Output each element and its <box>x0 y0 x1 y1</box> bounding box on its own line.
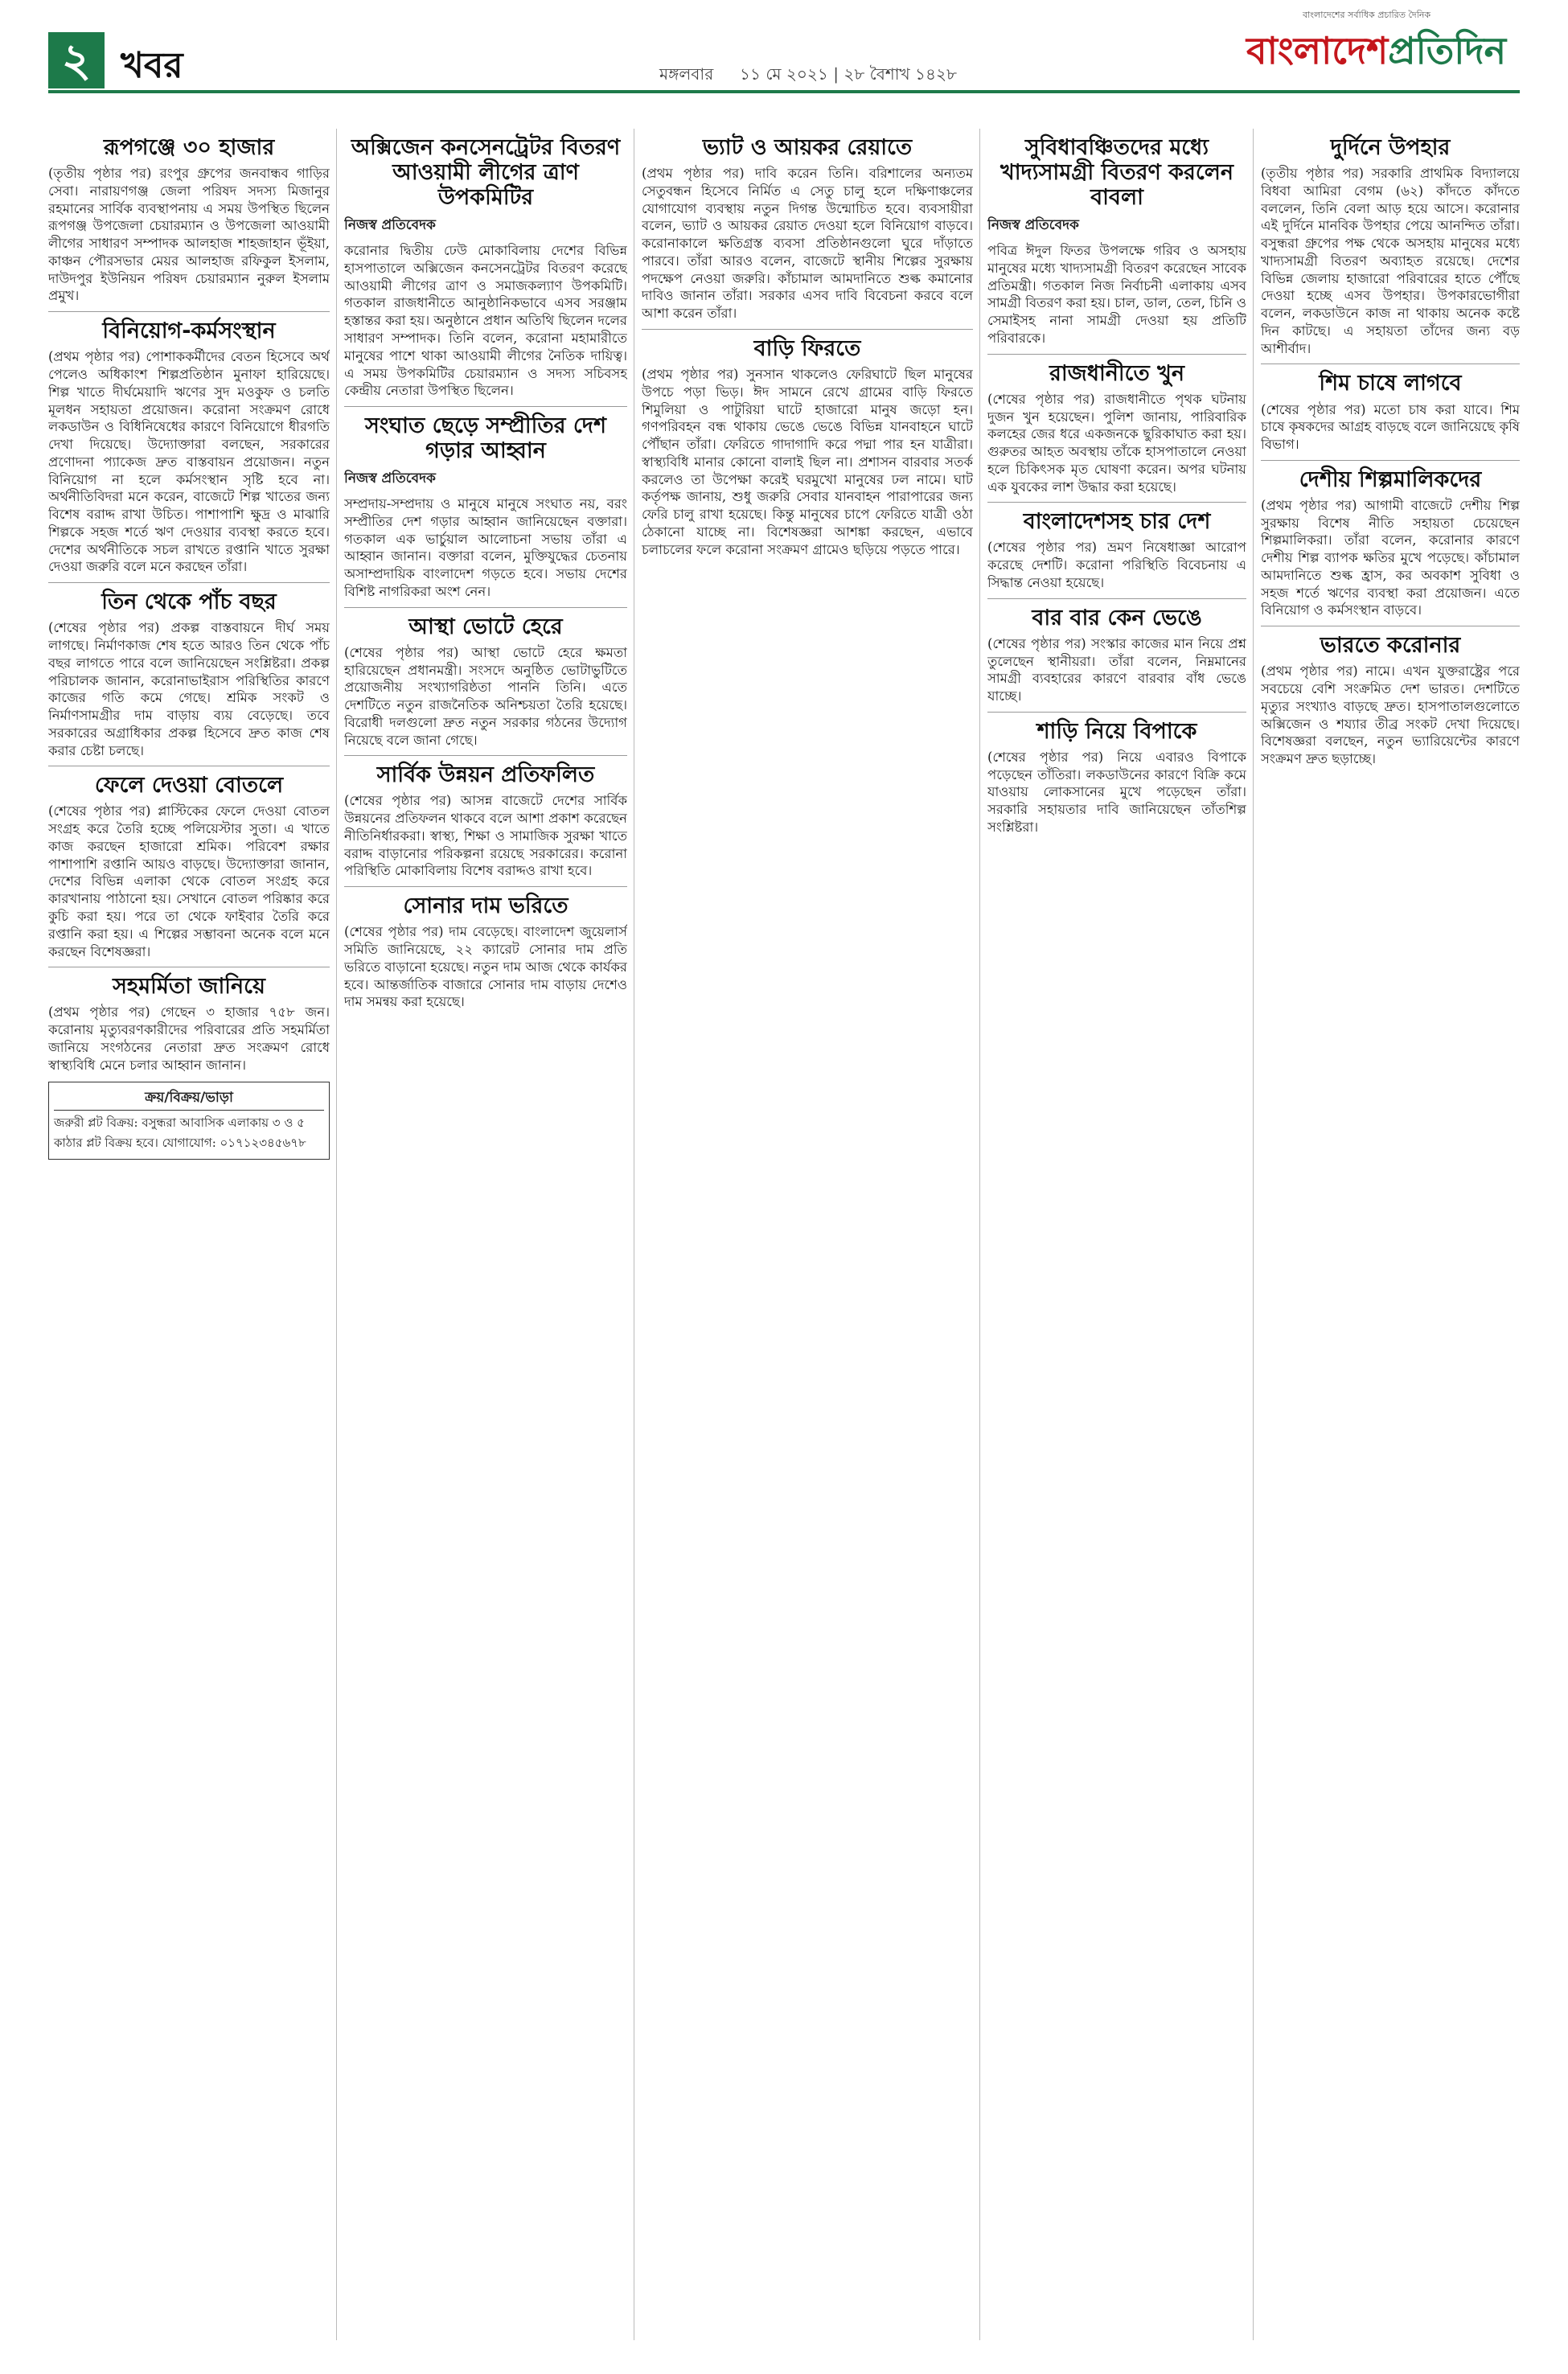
column-1 <box>48 129 330 2340</box>
classified-ad-title: ক্রয়/বিক্রয়/ভাড়া <box>54 1087 324 1111</box>
article-body: (প্রথম পৃষ্ঠার পর) সুনসান থাকলেও ফেরিঘাটে ছিল মানুষের উপচে পড়া ভিড়। ঈদ সামনে রেখে গ্রামের বাড়ি ফিরতে শিমুলিয়া ও পাটুরিয়া ঘাটে হাজারো মানুষ জড়ো হন। গণপরিবহন বন্ধ থাকায় ভেঙে ভেঙে বিভিন্ন যানবাহনে ঘাটে পৌঁছান তাঁরা। ফেরিতে গাদাগাদি করে পদ্মা পার হন যাত্রীরা। স্বাস্থ্যবিধি মানার কোনো বালাই ছিল না। প্রশাসন বারবার সতর্ক করলেও তা উপেক্ষা করেই ঘরমুখো মানুষের ঢল নামে। ঘাট কর্তৃপক্ষ জানায়, শুধু জরুরি সেবার যানবাহন পারাপারের জন্য ফেরি চালু রাখা হয়েছে। কিন্তু মানুষের চাপে ফেরিতে যাত্রী ওঠা ঠেকানো যাচ্ছে না। বিশেষজ্ঞরা আশঙ্কা করছেন, এভাবে চলাচলের ফলে করোনা সংক্রমণ গ্রামেও ছড়িয়ে পড়তে পারে। <box>642 366 973 557</box>
article-body: (তৃতীয় পৃষ্ঠার পর) রংপুর গ্রুপের জনবান্ধব গাড়ির সেবা। নারায়ণগঞ্জ জেলা পরিষদ সদস্য মিজানুর রহমানের সার্বিক ব্যবস্থাপনায় এ সময় উপস্থিত ছিলেন রূপগঞ্জ উপজেলা চেয়ারম্যান ও উপজেলা আওয়ামী লীগের সাধারণ সম্পাদক আলহাজ শাহজাহান ভূঁইয়া, কাঞ্চন পৌরসভার মেয়র আলহাজ রফিকুল ইসলাম, দাউদপুর ইউনিয়ন পরিষদ চেয়ারম্যান নুরুল ইসলাম প্রমুখ। <box>48 166 330 304</box>
headline[interactable]: সোনার দাম ভরিতে <box>403 893 569 919</box>
section-title: খবর <box>121 45 183 86</box>
issue-day: মঙ্গলবার <box>659 64 714 84</box>
logo-word-1: বাংলাদেশ <box>1246 29 1389 72</box>
page-number: ২ <box>48 32 105 88</box>
headline[interactable]: ভারতে করোনার <box>1320 633 1461 659</box>
headline[interactable]: ভ্যাট ও আয়কর রেয়াতে <box>702 135 913 160</box>
article-body: (শেষের পৃষ্ঠার পর) ভ্রমণ নিষেধাজ্ঞা আরোপ করেছে দেশটি। করোনা পরিস্থিতি বিবেচনায় এ সিদ্ধান্ত নেওয়া হয়েছে। <box>987 540 1246 590</box>
divider <box>344 886 627 887</box>
headline[interactable]: দুর্দিনে উপহার <box>1330 135 1451 160</box>
headline[interactable]: শিম চাষে লাগবে <box>1319 371 1462 396</box>
byline: নিজস্ব প্রতিবেদক <box>344 217 436 234</box>
article-body: (শেষের পৃষ্ঠার পর) মতো চাষ করা যাবে। শিম চাষে কৃষকদের আগ্রহ বাড়ছে বলে জানিয়েছে কৃষি বিভাগ। <box>1261 401 1520 453</box>
column-3 <box>642 129 973 2340</box>
article-body: (শেষের পৃষ্ঠার পর) দাম বেড়েছে। বাংলাদেশ জুয়েলার্স সমিতি জানিয়েছে, ২২ ক্যারেট সোনার দাম প্রতি ভরিতে বাড়ানো হয়েছে। নতুন দাম আজ থেকে কার্যকর হবে। আন্তর্জাতিক বাজারে সোনার দাম বাড়ায় দেশেও দাম সমন্বয় করা হয়েছে। <box>344 924 627 1010</box>
headline[interactable]: তিন থেকে পাঁচ বছর <box>101 589 277 615</box>
headline[interactable]: অক্সিজেন কনসেনট্রেটর বিতরণ আওয়ামী লীগের ত্রাণ উপকমিটির <box>351 135 621 211</box>
headline[interactable]: বাড়ি ফিরতে <box>753 335 861 361</box>
masthead-rule <box>48 90 1520 93</box>
column-rule <box>1253 129 1254 2340</box>
divider <box>48 311 330 312</box>
divider <box>344 406 627 407</box>
article-body: (শেষের পৃষ্ঠার পর) প্লাস্টিকের ফেলে দেওয়া বোতল সংগ্রহ করে তৈরি হচ্ছে পলিয়েস্টার সুতা। এ খাতে কাজ করছেন হাজারো শ্রমিক। পরিবেশ রক্ষার পাশাপাশি রপ্তানি আয়ও বাড়ছে। উদ্যোক্তারা জানান, দেশের বিভিন্ন এলাকা থেকে বোতল সংগ্রহ করে কারখানায় পাঠানো হয়। সেখানে বোতল পরিষ্কার করে কুচি করা হয়। পরে তা থেকে ফাইবার তৈরি করে রপ্তানি করা হয়। এ শিল্পের সম্ভাবনা অনেক বলে মনে করছেন বিশেষজ্ঞরা। <box>48 803 330 959</box>
article-body: (শেষের পৃষ্ঠার পর) সংস্কার কাজের মান নিয়ে প্রশ্ন তুলেছেন স্থানীয়রা। তাঁরা বলেন, নিম্নমানের সামগ্রী ব্যবহারের কারণে বারবার বাঁধ ভেঙে যাচ্ছে। <box>987 635 1246 704</box>
headline[interactable]: শাড়ি নিয়ে বিপাকে <box>1036 718 1197 744</box>
byline: নিজস্ব প্রতিবেদক <box>344 470 436 487</box>
divider <box>987 712 1246 713</box>
article-body: করোনার দ্বিতীয় ঢেউ মোকাবিলায় দেশের বিভিন্ন হাসপাতালে অক্সিজেন কনসেনট্রেটর বিতরণ করেছে আওয়ামী লীগের ত্রাণ ও সমাজকল্যাণ উপকমিটি। গতকাল রাজধানীতে আনুষ্ঠানিকভাবে এসব সরঞ্জাম হস্তান্তর করা হয়। অনুষ্ঠানে প্রধান অতিথি ছিলেন দলের সাধারণ সম্পাদক। তিনি বলেন, করোনা মহামারীতে মানুষের পাশে থাকা আওয়ামী লীগের নৈতিক দায়িত্ব। এ সময় উপকমিটির চেয়ারম্যান ও সদস্য সচিবসহ কেন্দ্রীয় নেতারা উপস্থিত ছিলেন। <box>344 243 627 399</box>
article-body: (শেষের পৃষ্ঠার পর) নিয়ে এবারও বিপাকে পড়েছেন তাঁতিরা। লকডাউনের কারণে বিক্রি কমে যাওয়ায় লোকসানের মুখে পড়েছেন তাঁরা। সরকারি সহায়তার দাবি জানিয়েছেন তাঁতশিল্প সংশ্লিষ্টরা। <box>987 749 1246 835</box>
masthead <box>0 0 1568 87</box>
divider <box>1261 363 1520 364</box>
divider <box>1261 460 1520 461</box>
article-body: (প্রথম পৃষ্ঠার পর) গেছেন ৩ হাজার ৭৫৮ জন। করোনায় মৃত্যুবরণকারীদের পরিবারের প্রতি সহমর্মিতা জানিয়ে সংগঠনের নেতারা দ্রুত সংক্রমণ রোধে স্বাস্থ্যবিধি মেনে চলার আহ্বান জানান। <box>48 1004 330 1073</box>
headline[interactable]: বাংলাদেশসহ চার দেশ <box>1023 509 1211 535</box>
divider <box>987 598 1246 599</box>
headline[interactable]: রূপগঞ্জে ৩০ হাজার <box>103 135 275 160</box>
article-body: (তৃতীয় পৃষ্ঠার পর) সরকারি প্রাথমিক বিদ্যালয়ে বিধবা আমিরা বেগম (৬২) কাঁদতে কাঁদতে বললেন, তিনি বেলা আড় হয়ে আসে। করোনার এই দুর্দিনে মানবিক উপহার পেয়ে আনন্দিত তাঁরা। বসুন্ধরা গ্রুপের পক্ষ থেকে অসহায় মানুষের মধ্যে খাদ্যসামগ্রী বিতরণ অব্যাহত রয়েছে। দেশের বিভিন্ন জেলায় হাজারো পরিবারের হাতে পৌঁছে দেওয়া হচ্ছে এসব উপহার। উপকারভোগীরা বলেন, লকডাউনে কাজ না থাকায় অনেক কষ্টে দিন কাটছে। এ সহায়তা তাঁদের জন্য বড় আশীর্বাদ। <box>1261 166 1520 356</box>
classified-ad-body: জরুরী প্লট বিক্রয়: বসুন্ধরা আবাসিক এলাকায় ৩ ও ৫ কাঠার প্লট বিক্রয় হবে। যোগাযোগ: ০১৭১২৩৪৫৬৭৮ <box>54 1115 306 1151</box>
headline[interactable]: সার্বিক উন্নয়ন প্রতিফলিত <box>376 762 595 788</box>
column-4 <box>987 129 1246 2340</box>
issue-date: ১১ মে ২০২১ | ২৮ বৈশাখ ১৪২৮ <box>740 64 957 84</box>
article-body: (প্রথম পৃষ্ঠার পর) নামে। এখন যুক্তরাষ্ট্রের পরে সবচেয়ে বেশি সংক্রমিত দেশ ভারত। দেশটিতে মৃত্যুর সংখ্যাও বাড়ছে দ্রুত। হাসপাতালগুলোতে অক্সিজেন ও শয্যার তীব্র সংকট দেখা দিয়েছে। বিশেষজ্ঞরা বলছেন, নতুন ভ্যারিয়েন্টের কারণে সংক্রমণ দ্রুত ছড়াচ্ছে। <box>1261 663 1520 767</box>
divider <box>48 582 330 583</box>
newspaper-logo[interactable] <box>1246 8 1520 80</box>
divider <box>642 329 973 330</box>
headline[interactable]: সহমর্মিতা জানিয়ে <box>113 974 265 1000</box>
headline[interactable]: দেশীয় শিল্পমালিকদের <box>1299 466 1482 492</box>
byline: নিজস্ব প্রতিবেদক <box>987 217 1079 234</box>
column-5 <box>1261 129 1520 2340</box>
column-2 <box>344 129 627 2340</box>
article-body: (শেষের পৃষ্ঠার পর) প্রকল্প বাস্তবায়নে দীর্ঘ সময় লাগছে। নির্মাণকাজ শেষ হতে আরও তিন থেকে পাঁচ বছর লাগতে পারে বলে জানিয়েছেন সংশ্লিষ্টরা। প্রকল্প পরিচালক জানান, করোনাভাইরাস পরিস্থিতির কারণে কাজের গতি কমে গেছে। শ্রমিক সংকট ও নির্মাণসামগ্রীর দাম বাড়ায় ব্যয় বেড়েছে। তবে সরকারের অগ্রাধিকার প্রকল্প হিসেবে দ্রুত কাজ শেষ করার চেষ্টা চলছে। <box>48 620 330 758</box>
article-body: সম্প্রদায়-সম্প্রদায় ও মানুষে মানুষে সংঘাত নয়, বরং সম্প্রীতির দেশ গড়ার আহ্বান জানিয়েছেন বক্তারা। গতকাল এক ভার্চুয়াল আলোচনা সভায় তাঁরা এ আহ্বান জানান। বক্তারা বলেন, মুক্তিযুদ্ধের চেতনায় অসাম্প্রদায়িক বাংলাদেশ গড়তে হবে। সভায় দেশের বিশিষ্ট নাগরিকরা অংশ নেন। <box>344 496 627 599</box>
headline[interactable]: সুবিধাবঞ্চিতদের মধ্যে খাদ্যসামগ্রী বিতরণ করলেন বাবলা <box>1000 135 1233 211</box>
logo-tagline: বাংলাদেশের সর্বাধিক প্রচারিত দৈনিক <box>1303 10 1431 20</box>
column-rule <box>336 129 337 2340</box>
article-body: (শেষের পৃষ্ঠার পর) আস্থা ভোটে হেরে ক্ষমতা হারিয়েছেন প্রধানমন্ত্রী। সংসদে অনুষ্ঠিত ভোটাভুটিতে প্রয়োজনীয় সংখ্যাগরিষ্ঠতা পাননি তিনি। এতে দেশটিতে নতুন রাজনৈতিক অনিশ্চয়তা তৈরি হয়েছে। বিরোধী দলগুলো দ্রুত নতুন সরকার গঠনের উদ্যোগ নিয়েছে বলে জানা গেছে। <box>344 644 627 748</box>
headline[interactable]: রাজধানীতে খুন <box>1049 360 1184 386</box>
headline[interactable]: আস্থা ভোটে হেরে <box>408 614 563 639</box>
article-body: (প্রথম পৃষ্ঠার পর) পোশাককর্মীদের বেতন হিসেবে অর্থ পেলেও অধিকাংশ শিল্পপ্রতিষ্ঠান মুনাফা হারিয়েছে। শিল্প খাতে দীর্ঘমেয়াদি ঋণের সুদ মওকুফ ও চলতি মূলধন সহায়তা প্রয়োজন। করোনা সংক্রমণ রোধে লকডাউন ও বিধিনিষেধের কারণে বিনিয়োগে ধীরগতি দেখা দিয়েছে। উদ্যোক্তারা বলছেন, সরকারের প্রণোদনা প্যাকেজ দ্রুত বাস্তবায়ন প্রয়োজন। নতুন বিনিয়োগ না হলে কর্মসংস্থান সৃষ্টি হবে না। অর্থনীতিবিদরা মনে করেন, বাজেটে শিল্প খাতের জন্য বিশেষ বরাদ্দ রাখা উচিত। পাশাপাশি ক্ষুদ্র ও মাঝারি শিল্পকে সহজ শর্তে ঋণ দেওয়ার ব্যবস্থা করতে হবে। দেশের অর্থনীতিকে সচল রাখতে রপ্তানি খাতে সুরক্ষা দেওয়া জরুরি বলে মনে করছেন তাঁরা। <box>48 349 330 575</box>
divider <box>987 502 1246 503</box>
article-body: (শেষের পৃষ্ঠার পর) আসন্ন বাজেটে দেশের সার্বিক উন্নয়নের প্রতিফলন থাকবে বলে আশা প্রকাশ করেছেন নীতিনির্ধারকরা। স্বাস্থ্য, শিক্ষা ও সামাজিক সুরক্ষা খাতে বরাদ্দ বাড়ানোর পরিকল্পনা রয়েছে সরকারের। করোনা পরিস্থিতি মোকাবিলায় বিশেষ বরাদ্দও রাখা হবে। <box>344 793 627 879</box>
headline[interactable]: ফেলে দেওয়া বোতলে <box>94 773 284 799</box>
article-body: (প্রথম পৃষ্ঠার পর) আগামী বাজেটে দেশীয় শিল্প সুরক্ষায় বিশেষ নীতি সহায়তা চেয়েছেন শিল্পমালিকরা। তাঁরা বলেন, করোনার কারণে দেশীয় শিল্প ব্যাপক ক্ষতির মুখে পড়েছে। কাঁচামাল আমদানিতে শুল্ক হ্রাস, কর অবকাশ সুবিধা ও সহজ শর্তে ঋণের ব্যবস্থা করা প্রয়োজন। এতে বিনিয়োগ ও কর্মসংস্থান বাড়বে। <box>1261 497 1520 618</box>
divider <box>344 755 627 756</box>
column-rule <box>979 129 980 2340</box>
article-body: (শেষের পৃষ্ঠার পর) রাজধানীতে পৃথক ঘটনায় দুজন খুন হয়েছেন। পুলিশ জানায়, পারিবারিক কলহের জের ধরে একজনকে ছুরিকাঘাত করা হয়। গুরুতর আহত অবস্থায় তাঁকে হাসপাতালে নেওয়া হলে চিকিৎসক মৃত ঘোষণা করেন। অপর ঘটনায় এক যুবকের লাশ উদ্ধার করা হয়েছে। <box>987 391 1246 495</box>
article-body: পবিত্র ঈদুল ফিতর উপলক্ষে গরিব ও অসহায় মানুষের মধ্যে খাদ্যসামগ্রী বিতরণ করেছেন সাবেক প্রতিমন্ত্রী। গতকাল নিজ নির্বাচনী এলাকায় এসব সামগ্রী বিতরণ করা হয়। চাল, ডাল, তেল, চিনি ও সেমাইসহ নানা সামগ্রী দেওয়া হয় প্রতিটি পরিবারকে। <box>987 243 1246 346</box>
headline[interactable]: বার বার কেন ভেঙে <box>1032 605 1202 630</box>
classified-ad <box>48 1082 330 1160</box>
divider <box>344 607 627 608</box>
headline[interactable]: সংঘাত ছেড়ে সম্প্রীতির দেশ গড়ার আহ্বান <box>365 413 606 464</box>
headline[interactable]: বিনিয়োগ-কর্মসংস্থান <box>102 318 276 344</box>
article-body: (প্রথম পৃষ্ঠার পর) দাবি করেন তিনি। বরিশালের অন্যতম সেতুবন্ধন হিসেবে নির্মিত এ সেতু চালু হলে দক্ষিণাঞ্চলের যোগাযোগ ব্যবস্থায় নতুন দিগন্ত উন্মোচিত হবে। ব্যবসায়ীরা বলেন, ভ্যাট ও আয়কর রেয়াত দেওয়া হলে বিনিয়োগ বাড়বে। করোনাকালে ক্ষতিগ্রস্ত ব্যবসা প্রতিষ্ঠানগুলো ঘুরে দাঁড়াতে পারবে। তাঁরা আরও বলেন, বাজেটে স্থানীয় শিল্পের সুরক্ষায় পদক্ষেপ নেওয়া জরুরি। কাঁচামাল আমদানিতে শুল্ক কমানোর দাবিও জানান তাঁরা। সরকার এসব দাবি বিবেচনা করবে বলে আশা করেন তাঁরা। <box>642 166 973 322</box>
logo-word-2: প্রতিদিন <box>1388 29 1507 72</box>
divider <box>987 354 1246 355</box>
